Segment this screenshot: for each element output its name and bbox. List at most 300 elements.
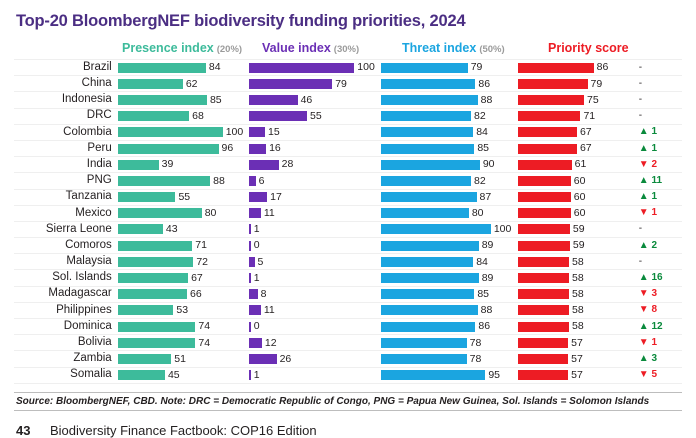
bar-cell-value-index <box>249 92 381 107</box>
bar-cell-priority-score <box>518 319 631 334</box>
bar-value-label: 82 <box>474 174 486 187</box>
bar-value-label: 59 <box>572 223 585 236</box>
row-label: Zambia <box>73 352 112 365</box>
rank-change-indicator: ▲ 1 <box>638 126 658 138</box>
bar-cell-value-index <box>249 368 381 383</box>
bar <box>118 111 189 121</box>
bar-value-label: 89 <box>481 271 494 284</box>
bar <box>381 273 479 283</box>
column-header-presence-weight: (20%) <box>216 44 243 55</box>
bar-cell-presence-index <box>118 270 250 285</box>
bar-value-label: 62 <box>185 77 198 90</box>
bar-value-label: 100 <box>225 126 244 139</box>
bar-cell-priority-score <box>518 76 631 91</box>
row-label: Sol. Islands <box>52 271 112 284</box>
rank-change-indicator: ▼ 3 <box>638 288 658 300</box>
table-row <box>14 351 682 367</box>
bar-value-label: 79 <box>590 77 603 90</box>
bar-value-label: 66 <box>190 287 202 300</box>
bar <box>249 127 265 137</box>
bar-value-label: 59 <box>572 239 585 252</box>
bar <box>118 338 196 348</box>
bar-cell-priority-score <box>518 368 631 383</box>
bar-value-label: 58 <box>572 320 584 333</box>
bar-cell-threat-index <box>381 206 518 221</box>
bar-cell-threat-index <box>381 238 518 253</box>
bar-value-label: 58 <box>572 255 584 268</box>
bar <box>518 192 571 202</box>
column-header-presence-label: Presence index <box>122 41 214 55</box>
bar-cell-threat-index <box>381 270 518 285</box>
rank-change-indicator: ▲ 2 <box>638 239 658 251</box>
rank-change-indicator: ▲ 12 <box>638 320 663 332</box>
table-row <box>14 303 682 319</box>
bar-value-label: 78 <box>469 336 482 349</box>
bar <box>381 127 473 137</box>
bar-value-label: 74 <box>198 336 211 349</box>
bar-cell-priority-score <box>518 351 631 366</box>
bar-value-label: 46 <box>300 93 313 106</box>
bar-value-label: 95 <box>488 368 500 381</box>
table-row <box>14 59 682 76</box>
rank-change-indicator: ▼ 5 <box>638 369 658 381</box>
bar <box>518 127 577 137</box>
bar <box>518 208 571 218</box>
table-row <box>14 76 682 92</box>
row-label: China <box>81 77 112 90</box>
rank-change-indicator: - <box>638 223 643 235</box>
column-header-threat-label: Threat index <box>402 41 477 55</box>
bar <box>118 305 174 315</box>
bar <box>381 192 477 202</box>
bar <box>381 176 471 186</box>
bar-cell-threat-index <box>381 287 518 302</box>
bar-cell-priority-score <box>518 173 631 188</box>
bar-value-label: 16 <box>269 142 281 155</box>
bar-cell-threat-index <box>381 125 518 140</box>
bar-cell-priority-score <box>518 125 631 140</box>
bar-cell-presence-index <box>118 206 250 221</box>
table-row <box>14 190 682 206</box>
bar <box>118 257 194 267</box>
bar <box>518 79 588 89</box>
bar <box>249 305 261 315</box>
bar-value-label: 100 <box>493 223 512 236</box>
bar-cell-value-index <box>249 141 381 156</box>
bar <box>249 241 251 251</box>
bar-value-label: 86 <box>478 77 491 90</box>
bar-value-label: 84 <box>208 61 221 74</box>
page-title: Top-20 BloombergNEF biodiversity funding priorities, 2024 <box>16 12 466 30</box>
bar <box>118 224 163 234</box>
bar <box>249 160 278 170</box>
table-row <box>14 173 682 189</box>
bar <box>518 257 569 267</box>
bar-cell-threat-index <box>381 173 518 188</box>
bar <box>249 192 267 202</box>
bar-cell-threat-index <box>381 190 518 205</box>
bar-value-label: 1 <box>253 368 260 381</box>
bar-cell-value-index <box>249 319 381 334</box>
row-label: Dominica <box>63 319 112 332</box>
bar-cell-value-index <box>249 270 381 285</box>
bar-value-label: 11 <box>263 304 275 317</box>
column-header-priority <box>548 41 668 55</box>
table-row <box>14 287 682 303</box>
bar-cell-presence-index <box>118 351 250 366</box>
bar <box>249 176 255 186</box>
bar-cell-priority-score <box>518 238 631 253</box>
table-row <box>14 92 682 108</box>
bar <box>381 305 478 315</box>
rank-change-indicator: - <box>638 61 643 73</box>
row-label: Colombia <box>63 125 112 138</box>
rank-change-indicator: ▲ 11 <box>638 174 663 186</box>
column-header-threat <box>402 41 548 55</box>
bar-cell-priority-score <box>518 60 631 75</box>
bar-value-label: 6 <box>258 174 265 187</box>
bar-value-label: 86 <box>478 320 491 333</box>
bar <box>381 257 473 267</box>
bar-value-label: 85 <box>477 287 489 300</box>
bar <box>518 322 569 332</box>
bar-value-label: 57 <box>571 352 583 365</box>
bar <box>381 224 491 234</box>
bar <box>518 370 568 380</box>
row-label: Peru <box>87 141 112 154</box>
bar-cell-priority-score <box>518 270 631 285</box>
bar-value-label: 51 <box>174 352 186 365</box>
bar-value-label: 71 <box>195 239 207 252</box>
bar-value-label: 8 <box>260 287 267 300</box>
column-header-value <box>262 41 402 55</box>
bar-cell-presence-index <box>118 76 250 91</box>
bar <box>381 208 469 218</box>
table-row <box>14 254 682 270</box>
rank-change-indicator: - <box>638 110 643 122</box>
bar-cell-value-index <box>249 303 381 318</box>
bar-cell-priority-score <box>518 254 631 269</box>
bar-cell-presence-index <box>118 141 250 156</box>
table-row <box>14 319 682 335</box>
bar-value-label: 60 <box>573 190 586 203</box>
bar-value-label: 0 <box>253 320 260 333</box>
bar <box>381 354 467 364</box>
bar <box>249 144 266 154</box>
bar <box>118 370 165 380</box>
bar-cell-value-index <box>249 109 381 124</box>
rank-change-indicator: ▲ 16 <box>638 272 663 284</box>
bar-value-label: 57 <box>571 368 583 381</box>
bar-cell-value-index <box>249 287 381 302</box>
bar-value-label: 88 <box>480 93 493 106</box>
row-label: Indonesia <box>61 93 112 106</box>
bar-value-label: 53 <box>176 304 189 317</box>
bar <box>381 289 475 299</box>
bar-cell-threat-index <box>381 222 518 237</box>
bar <box>381 111 471 121</box>
bar-cell-value-index <box>249 157 381 172</box>
chart-rows <box>14 59 682 384</box>
bar-cell-priority-score <box>518 222 631 237</box>
bar-cell-value-index <box>249 335 381 350</box>
row-label: Tanzania <box>65 190 112 203</box>
bar-value-label: 0 <box>253 239 260 252</box>
bar-value-label: 15 <box>268 126 280 139</box>
bar <box>249 95 297 105</box>
bar <box>518 176 571 186</box>
bar-value-label: 89 <box>481 239 494 252</box>
bar <box>249 370 251 380</box>
bar <box>518 95 584 105</box>
bar <box>118 95 207 105</box>
bar-value-label: 67 <box>579 126 592 139</box>
column-header-value-label: Value index <box>262 41 331 55</box>
bar <box>518 273 569 283</box>
bar-cell-threat-index <box>381 368 518 383</box>
column-headers <box>122 41 682 55</box>
bar-value-label: 67 <box>191 271 203 284</box>
row-label: Sierra Leone <box>45 222 112 235</box>
bar-cell-threat-index <box>381 109 518 124</box>
bar-value-label: 26 <box>279 352 292 365</box>
table-row <box>14 206 682 222</box>
bar-cell-threat-index <box>381 76 518 91</box>
row-label: Somalia <box>70 368 112 381</box>
bar <box>249 354 276 364</box>
rank-change-indicator: ▼ 1 <box>638 207 658 219</box>
bar <box>518 338 568 348</box>
bar-value-label: 1 <box>253 223 260 236</box>
table-row <box>14 270 682 286</box>
bar-value-label: 45 <box>167 368 180 381</box>
table-row <box>14 368 682 384</box>
bar <box>518 63 594 73</box>
bar-cell-priority-score <box>518 109 631 124</box>
bar-value-label: 85 <box>477 142 489 155</box>
bar <box>249 338 262 348</box>
bar-value-label: 28 <box>281 158 294 171</box>
bar <box>381 370 486 380</box>
row-label: Madagascar <box>48 287 112 300</box>
bar-value-label: 90 <box>482 158 495 171</box>
bar-value-label: 17 <box>270 190 282 203</box>
bar-value-label: 1 <box>253 271 260 284</box>
row-label: Mexico <box>75 206 112 219</box>
bar-cell-threat-index <box>381 157 518 172</box>
bar-cell-threat-index <box>381 303 518 318</box>
bar-value-label: 61 <box>574 158 587 171</box>
bar-cell-threat-index <box>381 319 518 334</box>
bar <box>118 176 210 186</box>
bar <box>381 144 475 154</box>
bar-cell-value-index <box>249 76 381 91</box>
bar-cell-value-index <box>249 190 381 205</box>
bar <box>118 354 172 364</box>
row-label: Brazil <box>82 60 112 73</box>
bar <box>118 208 202 218</box>
bar-cell-threat-index <box>381 92 518 107</box>
chart-area <box>14 41 682 384</box>
column-header-threat-weight: (50%) <box>479 44 505 55</box>
rank-change-indicator: ▲ 1 <box>638 142 658 154</box>
bar-cell-threat-index <box>381 351 518 366</box>
bar-cell-value-index <box>249 173 381 188</box>
table-row <box>14 125 682 141</box>
bar <box>381 338 467 348</box>
bar-value-label: 72 <box>196 255 208 268</box>
table-row <box>14 141 682 157</box>
row-label: Philippines <box>56 303 112 316</box>
rank-change-indicator: ▼ 2 <box>638 158 658 170</box>
bar-cell-presence-index <box>118 109 250 124</box>
bar-cell-threat-index <box>381 254 518 269</box>
rank-change-indicator: ▲ 1 <box>638 191 658 203</box>
bar <box>249 257 254 267</box>
table-row <box>14 335 682 351</box>
bar-cell-presence-index <box>118 157 250 172</box>
bar-cell-priority-score <box>518 157 631 172</box>
bar-value-label: 85 <box>209 93 222 106</box>
bar-value-label: 57 <box>571 336 583 349</box>
bar-cell-priority-score <box>518 303 631 318</box>
bar <box>118 79 183 89</box>
bar-cell-presence-index <box>118 92 250 107</box>
bar <box>518 305 569 315</box>
bar-value-label: 79 <box>335 77 347 90</box>
footer-text: Biodiversity Finance Factbook: COP16 Edition <box>50 422 317 438</box>
rank-change-indicator: ▼ 8 <box>638 304 658 316</box>
bar <box>118 144 219 154</box>
table-row <box>14 157 682 173</box>
bar-value-label: 39 <box>161 158 174 171</box>
bar-cell-priority-score <box>518 335 631 350</box>
bar-value-label: 96 <box>221 142 234 155</box>
bar-cell-presence-index <box>118 368 250 383</box>
bar-value-label: 60 <box>573 207 586 220</box>
bar-value-label: 87 <box>479 190 492 203</box>
bar-cell-priority-score <box>518 206 631 221</box>
bar <box>249 111 307 121</box>
bar-cell-value-index <box>249 125 381 140</box>
bar-cell-presence-index <box>118 287 250 302</box>
bar-value-label: 12 <box>264 336 277 349</box>
bar <box>381 63 468 73</box>
rank-change-indicator: - <box>638 77 643 89</box>
row-label: PNG <box>86 174 112 187</box>
bar <box>518 160 572 170</box>
bar-value-label: 84 <box>476 126 488 139</box>
bar-cell-value-index <box>249 254 381 269</box>
bar-cell-value-index <box>249 222 381 237</box>
bar <box>249 289 257 299</box>
bar-value-label: 11 <box>263 207 275 220</box>
bar-cell-value-index <box>249 206 381 221</box>
bar-cell-threat-index <box>381 60 518 75</box>
bar-value-label: 88 <box>480 304 493 317</box>
table-row <box>14 238 682 254</box>
bar <box>118 192 176 202</box>
row-label: India <box>86 157 112 170</box>
bar-value-label: 80 <box>204 207 217 220</box>
bar <box>518 354 568 364</box>
bar-cell-threat-index <box>381 141 518 156</box>
bar-cell-presence-index <box>118 60 250 75</box>
bar-cell-presence-index <box>118 319 250 334</box>
row-label: Malaysia <box>66 255 112 268</box>
bar <box>518 289 569 299</box>
bar <box>381 160 480 170</box>
bar-value-label: 100 <box>357 61 375 74</box>
bar-value-label: 55 <box>310 109 322 122</box>
bar-cell-presence-index <box>118 335 250 350</box>
bar <box>118 63 206 73</box>
bar-value-label: 5 <box>257 255 264 268</box>
bar <box>249 208 261 218</box>
bar-value-label: 71 <box>583 109 596 122</box>
bar-cell-threat-index <box>381 335 518 350</box>
bar <box>518 241 570 251</box>
bar <box>518 144 577 154</box>
row-label: Bolivia <box>77 336 112 349</box>
page-footer <box>14 423 682 438</box>
bar-cell-value-index <box>249 238 381 253</box>
bar-cell-presence-index <box>118 125 250 140</box>
bar <box>118 322 196 332</box>
bar-value-label: 84 <box>476 255 488 268</box>
bar-value-label: 58 <box>572 271 584 284</box>
bar-value-label: 88 <box>213 174 225 187</box>
rank-change-indicator: - <box>638 255 643 267</box>
bar-cell-presence-index <box>118 254 250 269</box>
bar-cell-presence-index <box>118 238 250 253</box>
bar <box>249 79 332 89</box>
bar-value-label: 43 <box>165 223 178 236</box>
bar <box>118 273 188 283</box>
bar <box>249 273 251 283</box>
source-note: Source: BloombergNEF, CBD. Note: DRC = Democratic Republic of Congo, PNG = Papua New Guinea, Sol. Islands = Solomon Islands <box>14 392 682 411</box>
bar-value-label: 60 <box>573 174 586 187</box>
bar <box>249 322 251 332</box>
bar <box>249 224 251 234</box>
bar-value-label: 79 <box>470 61 483 74</box>
bar-value-label: 58 <box>572 287 584 300</box>
bar-cell-value-index <box>249 351 381 366</box>
bar-cell-priority-score <box>518 141 631 156</box>
rank-change-indicator: - <box>638 93 643 105</box>
bar <box>249 63 354 73</box>
column-header-presence <box>122 41 262 55</box>
bar-value-label: 74 <box>198 320 211 333</box>
bar-value-label: 82 <box>474 109 486 122</box>
table-row <box>14 109 682 125</box>
rank-change-indicator: ▼ 1 <box>638 336 658 348</box>
bar-cell-value-index <box>249 60 381 75</box>
bar-cell-priority-score <box>518 92 631 107</box>
rank-change-indicator: ▲ 3 <box>638 352 658 364</box>
bar-cell-presence-index <box>118 303 250 318</box>
bar <box>518 111 580 121</box>
bar-value-label: 75 <box>587 93 599 106</box>
bar-value-label: 86 <box>596 61 609 74</box>
bar-cell-priority-score <box>518 190 631 205</box>
bar <box>118 160 159 170</box>
bar-value-label: 78 <box>469 352 482 365</box>
bar-value-label: 68 <box>192 109 204 122</box>
bar-value-label: 58 <box>572 304 584 317</box>
row-label: DRC <box>86 109 112 122</box>
bar <box>381 241 479 251</box>
